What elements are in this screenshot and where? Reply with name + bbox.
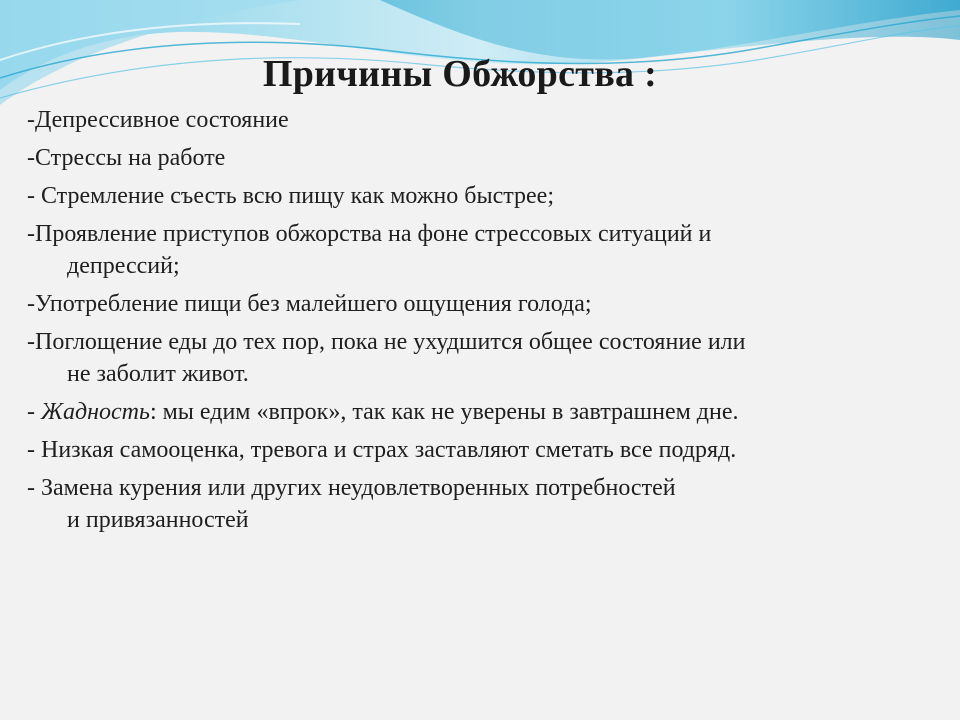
list-item: - Жадность: мы едим «впрок», так как не уверены в завтрашнем дне. bbox=[27, 399, 739, 425]
list-item: - Низкая самооценка, тревога и страх заставляют сметать все подряд. bbox=[27, 437, 737, 463]
list-item: -Стрессы на работе bbox=[27, 145, 226, 171]
slide-title: Причины Обжорства : bbox=[262, 53, 658, 95]
bullet-list bbox=[27, 104, 927, 542]
list-item: -Поглощение еды до тех пор, пока не ухудшится общее состояние или не заболит живот. bbox=[27, 326, 927, 390]
emphasis-word: Жадность bbox=[41, 399, 150, 425]
list-item: -Проявление приступов обжорства на фоне стрессовых ситуаций и депрессий; bbox=[27, 218, 927, 282]
list-item: -Употребление пищи без малейшего ощущения голода; bbox=[27, 291, 592, 317]
list-item: -Депрессивное состояние bbox=[27, 107, 289, 133]
list-item-continuation: не заболит живот. bbox=[67, 361, 249, 387]
list-item-continuation: и привязанностей bbox=[67, 507, 249, 533]
list-item: - Стремление съесть всю пищу как можно быстрее; bbox=[27, 183, 554, 209]
list-item: - Замена курения или других неудовлетворенных потребностей и привязанностей bbox=[27, 472, 927, 536]
list-item-continuation: депрессий; bbox=[67, 253, 180, 279]
